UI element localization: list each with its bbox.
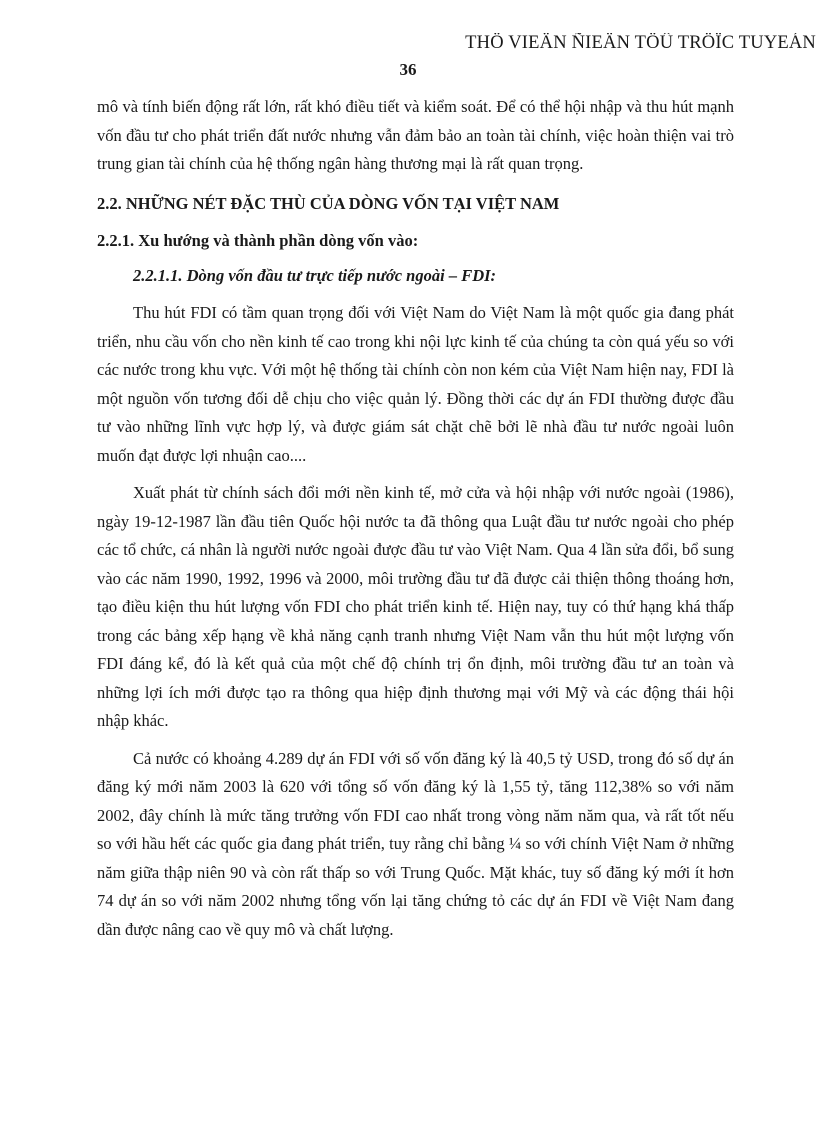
continuation-paragraph: mô và tính biến động rất lớn, rất khó điều tiết và kiểm soát. Để có thể hội nhập và thu hút mạnh vốn đầu tư cho phát triển đất nước nhưng vẫn đảm bảo an toàn tài chính, việc hoàn thiện vai trò trung gian tài chính của hệ thống ngân hàng thương mại là rất quan trọng. (97, 97, 734, 173)
paragraph-fdi-statistics: Cả nước có khoảng 4.289 dự án FDI với số vốn đăng ký là 40,5 tỷ USD, trong đó số dự án đăng ký mới năm 2003 là 620 với tổng số vốn đăng ký là 1,55 tỷ, tăng 112,38% so với năm 2002, đây chính là mức tăng trưởng vốn FDI cao nhất trong vòng năm năm qua, và rất tốt nếu so với hầu hết các quốc gia đang phát triển, tuy rằng chỉ bằng ¼ so với chính Việt Nam ở những năm giữa thập niên 90 và còn rất thấp so với Trung Quốc. Mặt khác, tuy số đăng ký mới ít hơn 74 dự án so với năm 2002 nhưng tổng vốn lại tăng chứng tỏ các dự án FDI về Việt Nam đang dần được nâng cao về quy mô và chất lượng. (97, 748, 734, 939)
subsection-heading: 2.2.1. Xu hướng và thành phần dòng vốn vào: (97, 231, 419, 250)
paragraph-fdi-importance: Thu hút FDI có tầm quan trọng đối với Việt Nam do Việt Nam là một quốc gia đang phát triển, nhu cầu vốn cho nền kinh tế cao trong khi nội lực kinh tế của chúng ta còn quá yếu so với các nước trong khu vực. Với một hệ thống tài chính còn non kém của Việt Nam hiện nay, FDI là một nguồn vốn tương đối dễ chịu cho việc quản lý. Đồng thời các dự án FDI thường được đầu tư vào những lĩnh vực hợp lý, và được giám sát chặt chẽ bởi lẽ nhà đầu tư nước ngoài luôn muốn đạt được lợi nhuận cao.... (97, 303, 734, 465)
document-body (97, 93, 734, 944)
paragraph-fdi-law: Xuất phát từ chính sách đổi mới nền kinh tế, mở cửa và hội nhập với nước ngoài (1986), ngày 19-12-1987 lần đầu tiên Quốc hội nước ta đã thông qua Luật đầu tư nước ngoài cho phép các tổ chức, cá nhân là người nước ngoài được đầu tư vào Việt Nam. Qua 4 lần sửa đổi, bổ sung vào các năm 1990, 1992, 1996 và 2000, môi trường đầu tư đã được cải thiện thông thoáng hơn, tạo điều kiện thu hút lượng vốn FDI cho phát triển kinh tế. Hiện nay, tuy có thứ hạng khá thấp trong các bảng xếp hạng về khả năng cạnh tranh nhưng Việt Nam vẫn thu hút một lượng vốn FDI đáng kể, đó là kết quả của một chế độ chính trị ổn định, môi trường đầu tư an toàn và những lợi ích mới được tạo ra thông qua hiệp định thương mại với Mỹ và các động thái hội nhập khác. (97, 483, 734, 730)
page-number: 36 (399, 60, 417, 79)
library-banner: THÖ VIEÄN ÑIEÄN TÖÛ TRÖÏC TUYEÁN (465, 33, 816, 53)
subsubsection-heading: 2.2.1.1. Dòng vốn đầu tư trực tiếp nước ngoài – FDI: (133, 265, 497, 285)
section-heading: 2.2. NHỮNG NÉT ĐẶC THÙ CỦA DÒNG VỐN TẠI VIỆT NAM (97, 193, 560, 213)
